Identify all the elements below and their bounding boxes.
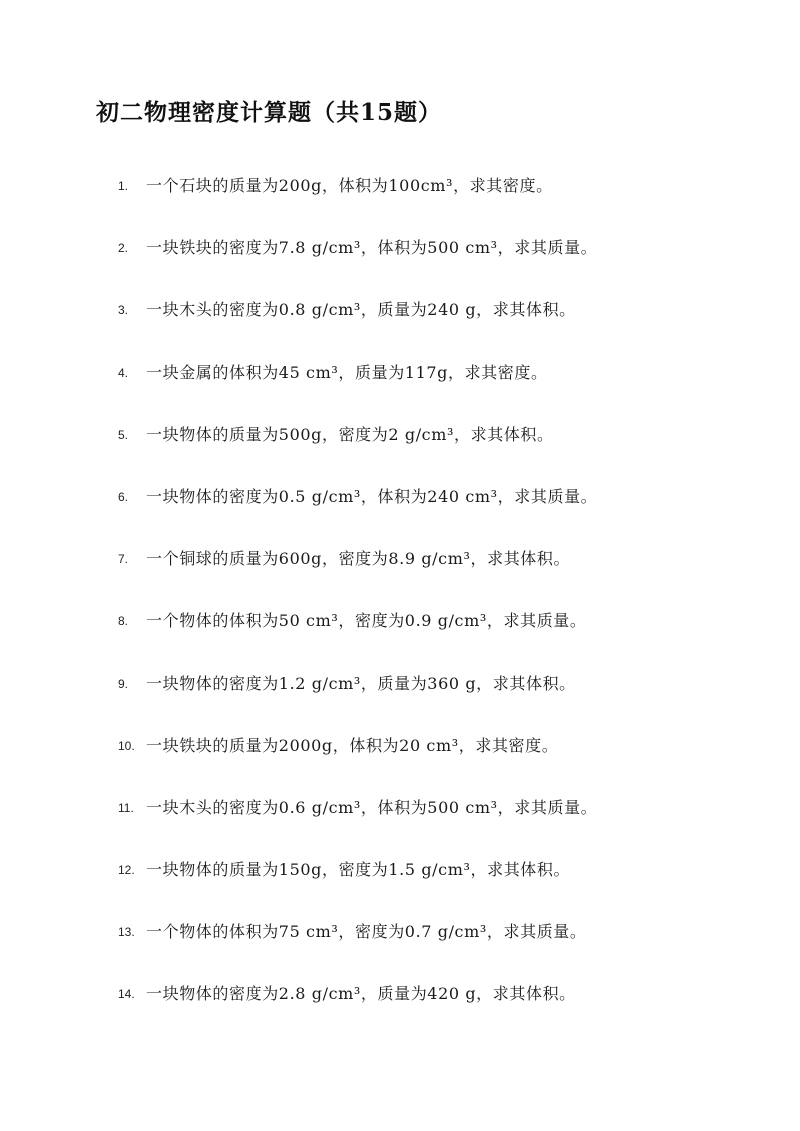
question-number: 9.	[118, 676, 129, 691]
question-item	[118, 730, 788, 792]
question-text: 一块铁块的质量为2000g，体积为20 cm³，求其密度。	[146, 735, 559, 755]
question-number: 4.	[118, 365, 129, 380]
question-number: 5.	[118, 427, 129, 442]
question-item	[118, 170, 788, 232]
question-number: 8.	[118, 614, 129, 629]
question-number: 14.	[118, 987, 135, 1002]
question-text: 一个物体的体积为75 cm³，密度为0.7 g/cm³，求其质量。	[146, 922, 587, 942]
question-text: 一个物体的体积为50 cm³，密度为0.9 g/cm³，求其质量。	[146, 611, 587, 631]
question-item	[118, 481, 788, 543]
question-item	[118, 543, 788, 605]
question-text: 一块物体的密度为1.2 g/cm³，质量为360 g，求其体积。	[146, 673, 576, 693]
question-text: 一块木头的密度为0.8 g/cm³，质量为240 g，求其体积。	[146, 300, 576, 320]
question-text: 一块铁块的密度为7.8 g/cm³，体积为500 cm³，求其质量。	[146, 238, 598, 258]
question-number: 6.	[118, 489, 129, 504]
question-text: 一个石块的质量为200g，体积为100cm³，求其密度。	[146, 176, 553, 195]
question-item	[118, 605, 788, 667]
question-number: 10.	[118, 738, 135, 753]
question-item	[118, 854, 788, 916]
question-text: 一块木头的密度为0.6 g/cm³，体积为500 cm³，求其质量。	[146, 797, 598, 817]
question-number: 12.	[118, 863, 135, 878]
question-item	[118, 792, 788, 854]
question-text: 一块物体的质量为500g，密度为2 g/cm³，求其体积。	[146, 424, 554, 444]
question-list	[118, 170, 788, 1041]
question-number: 2.	[118, 241, 129, 256]
question-item	[118, 916, 788, 978]
question-number: 13.	[118, 925, 135, 940]
question-number: 1.	[118, 179, 129, 193]
question-item	[118, 978, 788, 1040]
question-item	[118, 294, 788, 356]
question-item	[118, 232, 788, 294]
question-text: 一块物体的密度为2.8 g/cm³，质量为420 g，求其体积。	[146, 984, 576, 1004]
question-text: 一块物体的质量为150g，密度为1.5 g/cm³，求其体积。	[146, 860, 571, 880]
question-item	[118, 357, 788, 419]
question-number: 11.	[118, 800, 134, 815]
document-title: 初二物理密度计算题（共15题）	[96, 99, 443, 126]
question-item	[118, 668, 788, 730]
question-number: 7.	[118, 552, 129, 567]
question-text: 一块金属的体积为45 cm³，质量为117g，求其密度。	[146, 362, 548, 382]
question-text: 一个铜球的质量为600g，密度为8.9 g/cm³，求其体积。	[146, 549, 571, 569]
question-text: 一块物体的密度为0.5 g/cm³，体积为240 cm³，求其质量。	[146, 486, 598, 506]
question-item	[118, 419, 788, 481]
question-number: 3.	[118, 303, 129, 318]
